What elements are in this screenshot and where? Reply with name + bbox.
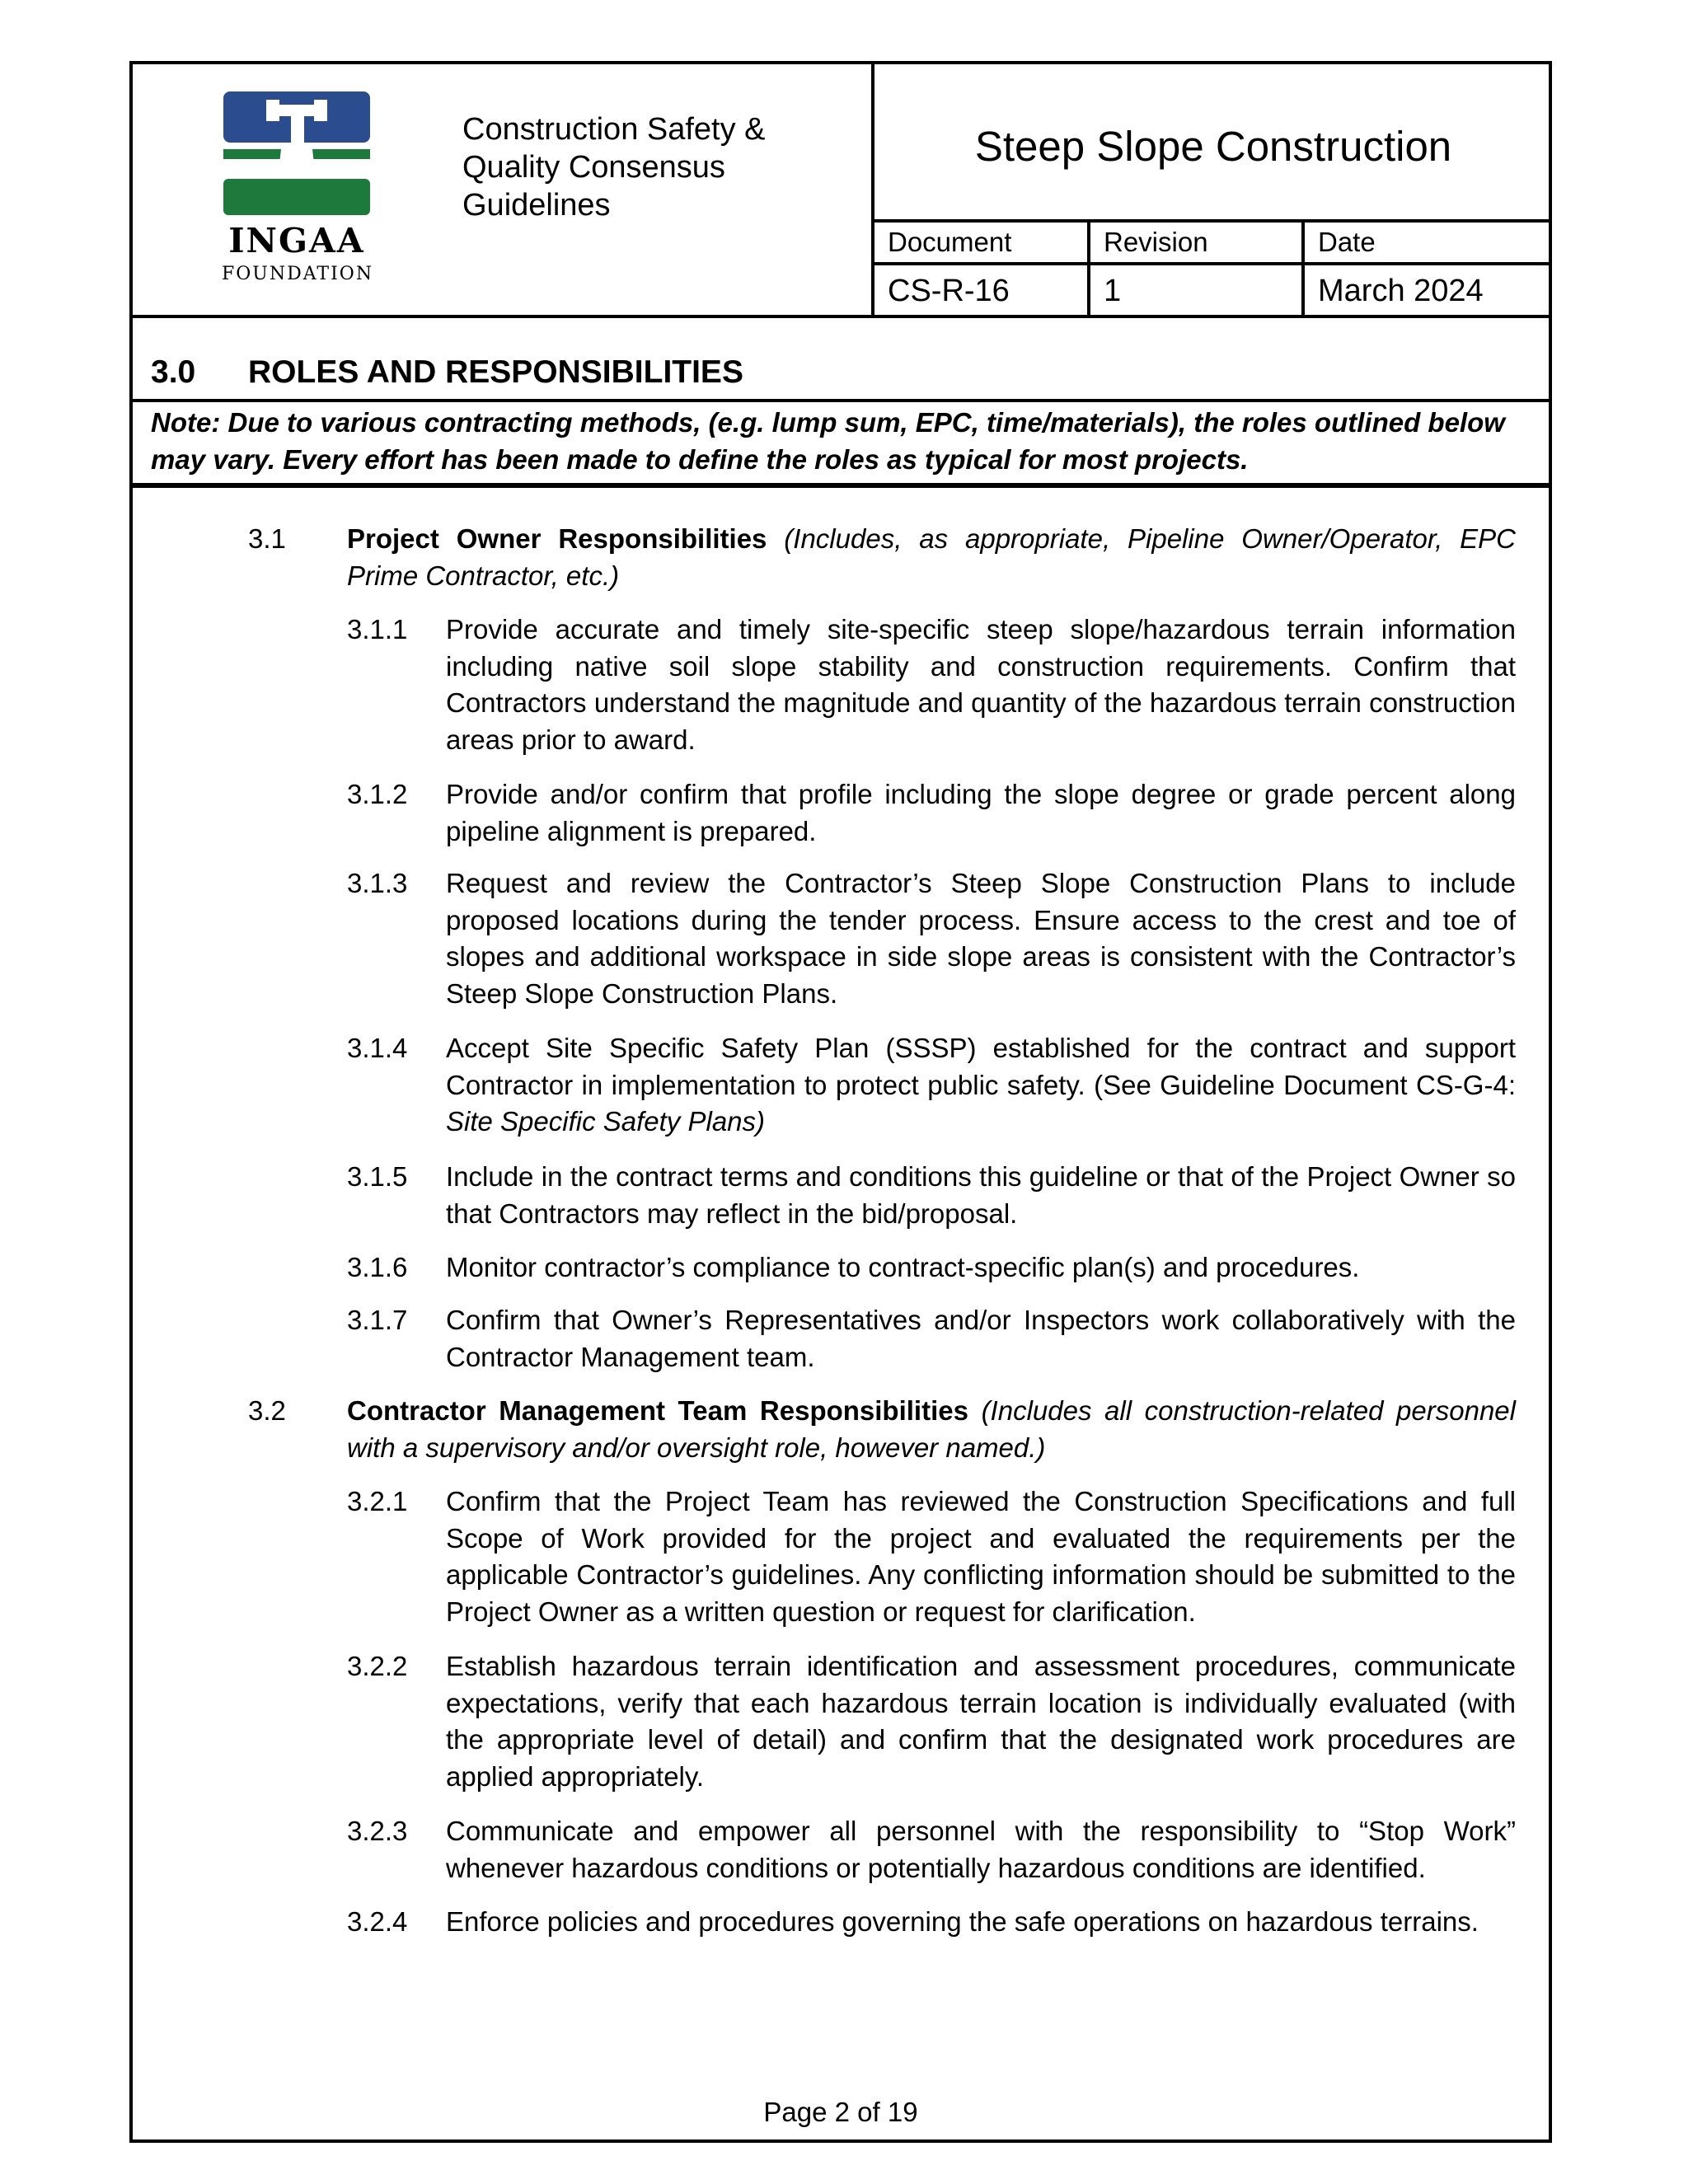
meta-label-date: Date — [1303, 221, 1552, 264]
item-number: 3.2.1 — [347, 1486, 408, 1516]
header-right — [871, 64, 1552, 315]
item-note: (Includes all construction-related personnel with a supervisory and/or oversight role, however named.) — [347, 1395, 1516, 1463]
header-left — [133, 64, 871, 315]
item-text: Enforce policies and procedures governing the safe operations on hazardous terrains. — [446, 1906, 1479, 1937]
item-number: 3.1.6 — [347, 1252, 408, 1282]
meta-label-document: Document — [874, 221, 1089, 264]
meta-label-revision: Revision — [1089, 221, 1303, 264]
item-text — [446, 1030, 1516, 1141]
item-number: 3.2.3 — [347, 1816, 408, 1846]
item-reference: Site Specific Safety Plans) — [446, 1106, 766, 1137]
item-number: 3.1.1 — [347, 614, 408, 644]
item-number: 3.1.4 — [347, 1033, 408, 1063]
section-number: 3.0 — [151, 354, 196, 390]
item-heading: Project Owner Responsibilities — [347, 523, 767, 554]
logo-wordmark: INGAA — [228, 221, 365, 260]
item-note: (Includes, as appropriate, Pipeline Owner/Operator, EPC Prime Contractor, etc.) — [347, 523, 1516, 591]
meta-value-date: March 2024 — [1303, 264, 1552, 316]
item-text: Request and review the Contractor’s Steep Slope Construction Plans to include proposed locations during the tender process. Ensure access to the crest and toe of slopes and additional workspace in side slope areas is consistent with the Contractor’s Steep Slope Construction Plans. — [446, 868, 1516, 1009]
item-text — [347, 1393, 1516, 1466]
org-title-line: Construction Safety & — [462, 112, 766, 147]
item-text: Include in the contract terms and conditions this guideline or that of the Project Owner so that Contractors may reflect in the bid/proposal. — [446, 1161, 1516, 1229]
item-text: Confirm that the Project Team has reviewed the Construction Specifications and full Scope of Work provided for the project and evaluated the requirements per the applicable Contractor’s guidelines. Any conflicting information should be submitted to the Project Owner as a written question or request for clarification. — [446, 1486, 1516, 1627]
note-divider — [133, 483, 1549, 488]
item-heading: Contractor Management Team Responsibilities — [347, 1395, 968, 1426]
org-title — [462, 110, 858, 224]
item-text — [347, 521, 1516, 594]
page-number: Page 2 of 19 — [763, 2097, 918, 2127]
document-meta-table — [874, 219, 1552, 316]
item-number: 3.2.2 — [347, 1651, 408, 1681]
item-text: Confirm that Owner’s Representatives and/or Inspectors work collaboratively with the Contractor Management team. — [446, 1305, 1516, 1372]
meta-value-revision: 1 — [1089, 264, 1303, 316]
item-number: 3.1.7 — [347, 1305, 408, 1335]
page-frame — [129, 61, 1552, 2143]
item-number: 3.2.4 — [347, 1906, 408, 1937]
item-text: Communicate and empower all personnel with the responsibility to “Stop Work” whenever hazardous conditions or potentially hazardous conditions are identified. — [446, 1816, 1516, 1883]
meta-value-document: CS-R-16 — [874, 264, 1089, 316]
logo-subtitle: FOUNDATION — [222, 264, 374, 284]
item-number: 3.2 — [248, 1395, 286, 1426]
item-number: 3.1.2 — [347, 779, 408, 809]
org-title-line: Quality Consensus — [462, 150, 725, 185]
item-text: Provide and/or confirm that profile including the slope degree or grade percent along pipeline alignment is prepared. — [446, 779, 1516, 846]
section-heading — [151, 354, 743, 391]
document-title: Steep Slope Construction — [974, 123, 1452, 170]
item-text: Establish hazardous terrain identification and assessment procedures, communicate expectations, verify that each hazardous terrain location is individually evaluated (with the appropriate level of detail) and confirm that the designated work procedures are applied appropriately. — [446, 1651, 1516, 1792]
org-title-line: Guidelines — [462, 188, 611, 223]
section-note: Note: Due to various contracting methods, (e.g. lump sum, EPC, time/materials), the roles outlined below may vary. Every effort has been made to define the roles as typical for most projects. — [151, 407, 1505, 475]
section-title: ROLES AND RESPONSIBILITIES — [248, 354, 743, 390]
item-number: 3.1 — [248, 523, 286, 554]
item-number: 3.1.5 — [347, 1161, 408, 1192]
section-divider — [133, 399, 1549, 402]
item-text: Monitor contractor’s compliance to contract-specific plan(s) and procedures. — [446, 1252, 1360, 1282]
item-text: Provide accurate and timely site-specific steep slope/hazardous terrain information including native soil slope stability and construction requirements. Confirm that Contractors understand the magnitude and quantity of the hazardous terrain construction areas prior to award. — [446, 614, 1516, 755]
item-body: Accept Site Specific Safety Plan (SSSP) established for the contract and support Contractor in implementation to protect public safety. (See Guideline Document CS-G-4: — [446, 1033, 1516, 1100]
ingaa-logo-icon — [223, 91, 370, 215]
item-number: 3.1.3 — [347, 868, 408, 898]
header-divider — [133, 315, 1549, 318]
